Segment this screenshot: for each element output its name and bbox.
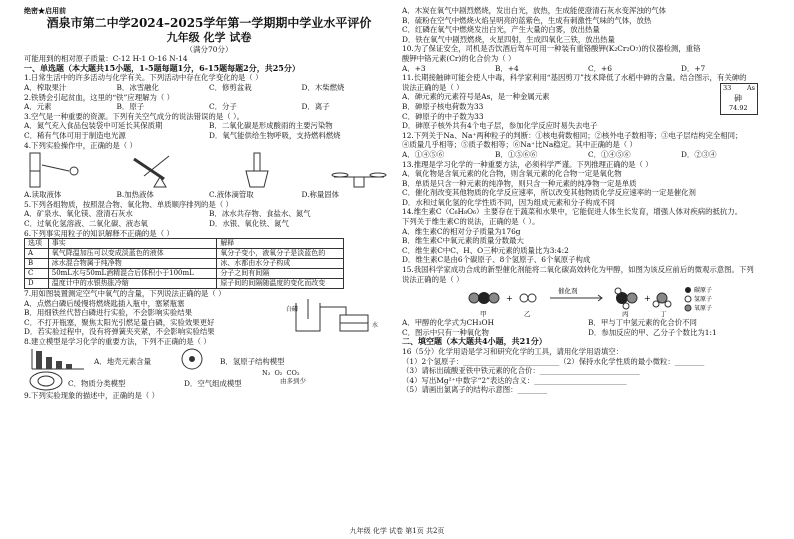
q14-stem-2: 下列关于维生素C的说法，正确的是（ ）。 — [402, 217, 540, 227]
q11-option: C．砷原子的中子数为33 — [402, 111, 484, 121]
label-order: 由多到少 — [280, 376, 306, 385]
table-row — [25, 269, 344, 279]
q5-options-row2 — [24, 219, 394, 229]
q4-stem: 4.下列实验操作中，正确的是（ ） — [24, 140, 137, 150]
atomic-masses: 可能用到的相对原子质量：C-12 H-1 O-16 N-14 — [24, 54, 188, 64]
label-n2: N₂ — [262, 368, 271, 377]
atomic-number: 33 — [723, 84, 732, 93]
option: B．冰水共存物、食盐水、氮气 — [209, 209, 311, 219]
atomic-mass: 74.92 — [729, 104, 748, 113]
exam-subtitle: 九年级 化学 试卷 — [166, 30, 252, 44]
q15-reaction-figure — [402, 284, 774, 318]
option: B．甲与丁中氢元素的化合价不同 — [588, 318, 697, 328]
cell: D — [25, 279, 49, 289]
q11-option: A．砷元素的元素符号是As，是一种金属元素 — [402, 92, 550, 102]
option: A．①④⑤⑥ — [402, 149, 445, 159]
q7-option: D．若实验过程中，没有将弹簧夹夹紧，不会影响实验结果 — [24, 327, 215, 337]
label-ding: 丁 — [660, 310, 667, 319]
q14-option: A．维生素C的相对分子质量为176g — [402, 226, 521, 236]
air-composition-figure — [262, 369, 306, 385]
q7-option: B．用细铁丝代替白磷进行实验，不会影响实验结果 — [24, 308, 193, 318]
option: B．冰雪融化 — [116, 82, 159, 92]
option: C．过氧化氢溶液、二氧化碳、液态氧 — [24, 218, 148, 228]
q14-option: D．维生素C是由6个碳原子、8个氢原子、6个氧原子构成 — [402, 255, 591, 265]
q7-option: A．点燃白磷后缓慢将燃烧匙插入瓶中，塞紧瓶塞 — [24, 298, 185, 308]
option: D．木柴燃烧 — [301, 82, 345, 92]
q13-option: A．氧化物是含氧元素的化合物，则含氧元素的化合物一定是氧化物 — [402, 169, 622, 179]
q13-stem: 13.推理是学习化学的一种重要方法，必须科学严谨。下列推理正确的是（ ） — [402, 159, 653, 169]
q12-options — [402, 150, 774, 160]
table-row — [25, 259, 344, 269]
q5-options-row1 — [24, 209, 394, 219]
cell: B — [25, 259, 49, 269]
option: A．氮气充入食品包装袋中可延长其保质期 — [24, 121, 163, 131]
crust-elements-bar-figure — [28, 347, 88, 371]
option: A．+3 — [402, 63, 426, 73]
full-score: （满分70分） — [185, 44, 233, 54]
classification-model-figure — [28, 371, 64, 391]
q8-option-d: D．空气组成模型 — [184, 378, 242, 388]
q12-stem-2: ④质量几乎相等；⑤质子数相等；⑥Na⁺比Na稳定。其中正确的是（ ） — [402, 140, 637, 150]
q9-option: A．木炭在氧气中剧烈燃烧，发出白光，放热，生成能使澄清石灰水变浑浊的气体 — [402, 6, 667, 15]
option: C．图示中只有一种氧化物 — [402, 327, 489, 337]
q7-stem: 7.用如图装置测定空气中氧气的含量，下列说法正确的是（ ） — [24, 289, 226, 299]
option: A．矿泉水、氧化镁、澄清石灰水 — [24, 209, 133, 219]
label-jia: 甲 — [480, 310, 487, 319]
label-yi: 乙 — [524, 310, 531, 319]
secret-label: 绝密★启用前 — [24, 6, 66, 15]
q15-options-row2 — [402, 328, 774, 338]
molecule-diagram — [462, 284, 722, 318]
q15-options-row1 — [402, 318, 774, 328]
q16-item: （1）2个氢原子：__________________________（2）保持水化学性质的最小微粒：________ — [402, 356, 705, 366]
section-2-title: 二、填空题（本大题共4小题，共21分） — [402, 337, 547, 347]
cell: 50mL水与50mL酒精混合后体积小于100mL — [48, 269, 217, 279]
dropper-figure — [224, 151, 294, 189]
legend-hydrogen: 氢原子 — [694, 296, 713, 304]
left-column — [24, 6, 394, 525]
header-cell: 解释 — [217, 239, 344, 249]
element-symbol: As — [746, 84, 755, 93]
cell: 原子间的间隔随温度的变化而改变 — [217, 279, 344, 289]
q7-option: C．不打开瓶塞，聚焦太阳光引燃足量白磷，实验效果更好 — [24, 317, 215, 327]
page-footer: 九年级 化学 试卷 第1页 共2页 — [349, 527, 445, 536]
q2-options — [24, 102, 394, 112]
q4-captions — [24, 190, 394, 200]
option: D．水银、氧化铁、氮气 — [209, 218, 289, 228]
option: D．氧气能供给生物呼吸，支持燃料燃烧 — [209, 130, 341, 140]
heating-liquid-figure — [124, 151, 194, 189]
cell: 温度计中的水银热胀冷缩 — [48, 279, 217, 289]
q11-option: B．砷原子核电荷数为33 — [402, 101, 484, 111]
q8-option-b: B．氢原子结构模型 — [220, 356, 285, 366]
q9-option: D．铁在氧气中剧烈燃烧，火星四射，生成四氧化三铁，放出热量 — [402, 34, 615, 44]
option: C．分子 — [209, 102, 237, 112]
option: D．②③④ — [681, 149, 717, 159]
q9-stem: 9.下列实验现象的描述中，正确的是（ ） — [24, 390, 160, 400]
label-water: 水 — [372, 322, 379, 330]
graduated-cylinder-figure — [24, 151, 94, 189]
option: B．原子 — [116, 102, 145, 112]
q15-stem: 15.我国科学家成功合成的新型催化剂能将二氧化碳高效转化为甲醇，如图为该反应前后的微观示意图。下列 — [402, 265, 754, 275]
option: C．修剪盆栽 — [209, 82, 252, 92]
cell: 冰、水都由水分子构成 — [217, 259, 344, 269]
label-co2: CO₂ — [286, 368, 300, 377]
cell: C — [25, 269, 49, 279]
header-cell: 选项 — [25, 239, 49, 249]
cell: 冰水混合物属于纯净物 — [48, 259, 217, 269]
table-row — [25, 279, 344, 289]
balance-figure — [324, 151, 394, 189]
option: A．甲醇的化学式为CH₃OH — [402, 318, 495, 328]
q8-option-a: A．地壳元素含量 — [94, 356, 152, 366]
q10-stem-2: 酸钾中铬元素(Cr)的化合价为（ ） — [402, 53, 516, 63]
option: B．①⑤⑥⑥ — [495, 149, 538, 159]
q10-stem: 10.为了保证安全，司机是否饮酒后驾车可用一种装有重铬酸钾(K₂Cr₂O₇)的仪器检测，重铬 — [402, 44, 701, 54]
q6-table — [24, 238, 344, 289]
label-o2: O₂ — [274, 368, 283, 377]
q6-stem: 6.下列事实用粒子的知识解释不正确的是（ ） — [24, 228, 174, 238]
cell: 氧气降温加压可以变成淡蓝色的液体 — [48, 249, 217, 259]
option: B．二氧化碳是形成酸雨的主要污染物 — [209, 121, 333, 131]
q1-stem: 1.日常生活中的许多活动与化学有关。下列活动中存在化学变化的是（ ） — [24, 73, 263, 83]
cell: 分子之间有间隔 — [217, 269, 344, 279]
label-bing: 丙 — [622, 310, 629, 319]
q4-figures — [24, 151, 394, 189]
arsenic-element-cell — [720, 83, 758, 115]
caption: D.称量固体 — [301, 190, 340, 200]
q16-item: （5）请画出氯离子的结构示意图：________ — [402, 385, 548, 395]
table-header — [25, 239, 344, 249]
q8-stem: 8.建立模型是学习化学的重要方法，下列不正确的是（ ） — [24, 337, 211, 347]
legend-carbon: 碳原子 — [694, 287, 713, 295]
q11-block — [402, 73, 774, 131]
cell: 氧分子变小，液氧分子是淡蓝色的 — [217, 249, 344, 259]
option: B．+4 — [495, 63, 519, 73]
q3-stem: 3.空气是一种重要的资源。下列有关空气成分的说法错误的是（ ）。 — [24, 111, 245, 121]
svg-text:+: + — [506, 294, 513, 304]
caption: B.加热液体 — [116, 190, 154, 200]
q14-stem: 14.维生素C（C₆H₈O₆）主要存在于蔬菜和水果中，它能促进人体生长发育，增强人体对疾病的抵抗力。 — [402, 207, 743, 217]
q14-option: B．维生素C中氧元素的质量分数最大 — [402, 236, 524, 246]
option: C．①④⑤⑥ — [588, 149, 631, 159]
q13-option: B．单质是只含一种元素的纯净物，则只含一种元素的纯净物一定是单质 — [402, 178, 637, 188]
q13-option: D．水和过氧化氢的化学性质不同，因为组成元素和分子构成不同 — [402, 197, 615, 207]
header-cell: 事实 — [48, 239, 217, 249]
q11-option: D．砷原子核外共有4个电子层，参加化学反应时易失去电子 — [402, 121, 598, 131]
option: D．参加反应的甲、乙分子个数比为1:1 — [588, 327, 717, 337]
q9-option: C．红磷在氧气中燃烧发出白光，产生大量的白雾，放出热量 — [402, 25, 600, 35]
option: A．榨取果汁 — [24, 82, 67, 92]
q5-stem: 5.下列各组物质，按照混合物、氧化物、单质顺序排列的是（ ） — [24, 199, 233, 209]
q3-options-row1 — [24, 121, 394, 131]
q16-stem: 16（5分）化学用语是学习和研究化学的工具，请用化学用语填空： — [402, 347, 624, 356]
label-catalyst: 催化剂 — [558, 287, 578, 296]
label-white-phosphorus: 白磷 — [286, 306, 299, 314]
right-column — [402, 6, 774, 525]
q16-item: （3）请标出硫酸亚铁中铁元素的化合价：___________________________ — [402, 366, 640, 376]
q9-option: B．硫粉在空气中燃烧火焰呈明亮的蓝紫色，生成有刺激性气味的气体，放热 — [402, 15, 652, 25]
legend-oxygen: 氧原子 — [694, 305, 713, 313]
q7-block — [24, 289, 394, 337]
atom-model-figure — [174, 347, 210, 371]
q3-options-row2 — [24, 131, 394, 141]
q15-stem-2: 说法正确的是（ ） — [402, 274, 464, 284]
option: A．元素 — [24, 102, 52, 112]
table-row — [25, 249, 344, 259]
q12-stem: 12.下列关于Na、Na⁺两种粒子的判断：①核电荷数相同；②核外电子数相等；③电子层结构完全相同； — [402, 130, 743, 140]
q8-option-c: C．物质分类模型 — [68, 378, 126, 388]
element-name: 砷 — [734, 94, 742, 104]
option: C．稀有气体可用于制造电光源 — [24, 130, 126, 140]
option: D．离子 — [301, 102, 330, 112]
q8-figures — [24, 347, 394, 391]
q13-option: C．催化剂改变其他物质的化学反应速率，所以改变其他物质化学反应速率的一定是催化剂 — [402, 188, 696, 198]
section-1-title: 一、单选题（本大题共15小题，1-5题每题1分，6-15题每题2分，共25分） — [24, 63, 300, 73]
q7-apparatus-figure — [286, 297, 386, 333]
exam-title: 酒泉市第二中学2024–2025学年第一学期期中学业水平评价 — [46, 15, 372, 30]
q14-option: C．维生素C中C、H、O三种元素的质量比为3:4:2 — [402, 245, 569, 255]
option: C．+6 — [588, 63, 612, 73]
q1-options — [24, 83, 394, 93]
q11-stem: 11.长期接触砷可能会使人中毒，科学家利用“基因剪刀”技术降低了水稻中砷的含量。结合图示，有关砷的 — [402, 73, 747, 83]
q10-options — [402, 64, 774, 74]
caption: C.液体滴管取 — [209, 190, 254, 200]
svg-text:+: + — [644, 294, 651, 304]
q11-stem-2: 说法正确的是（ ） — [402, 82, 464, 92]
q16-item: （4）写出Mg²⁺中数字“2”表达的含义：_________________________ — [402, 375, 627, 385]
q2-stem: 2.铁锈会引起贫血，这里的“铁”应理解为（ ） — [24, 92, 174, 102]
option: D．+7 — [681, 63, 706, 73]
caption: A.读取液体 — [24, 190, 62, 200]
cell: A — [25, 249, 49, 259]
